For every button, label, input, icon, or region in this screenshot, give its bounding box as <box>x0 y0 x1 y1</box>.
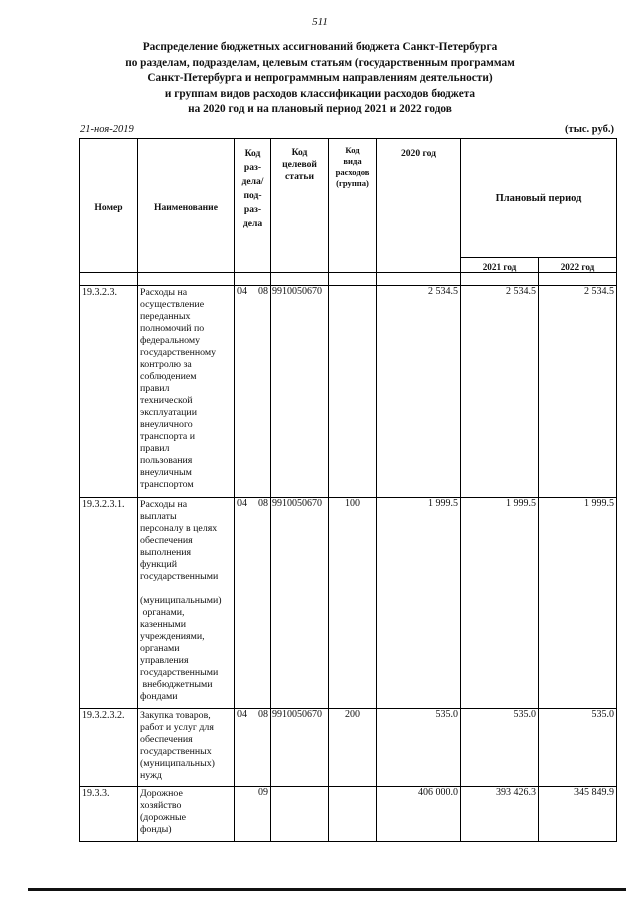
row-name-line: переданных <box>140 311 191 322</box>
row-name-line: работ и услуг для <box>140 722 214 733</box>
header-vid-line: (группа) <box>336 178 369 188</box>
header-razdel-line: раз- <box>243 162 262 173</box>
row-name-line: государственными <box>140 667 219 678</box>
header-razdel-line: дела/ <box>241 176 264 187</box>
row-name-line: управления <box>140 655 189 666</box>
row-name-line: выплаты <box>140 511 177 522</box>
row-number: 19.3.2.3. <box>80 286 138 498</box>
row-amount-2021: 1 999.5 <box>461 498 539 709</box>
header-planned-period: Плановый период <box>461 139 617 258</box>
row-amount-2022: 345 849.9 <box>539 787 617 842</box>
row-name-line: государственному <box>140 347 217 358</box>
row-name-line: (муниципальных) <box>140 758 215 769</box>
header-name: Наименование <box>138 139 235 273</box>
row-razdel: 04 <box>237 498 247 509</box>
header-razdel-line: под- <box>243 190 262 201</box>
row-name-line: (муниципальными) <box>140 595 222 606</box>
row-name-line: фонды) <box>140 824 172 835</box>
bottom-divider <box>28 888 626 891</box>
row-name-line: правил <box>140 383 170 394</box>
row-name-line: внебюджетными <box>140 679 213 690</box>
title-line: на 2020 год и на плановый период 2021 и 2022 годов <box>188 103 452 116</box>
units-label: (тыс. руб.) <box>565 124 614 135</box>
header-celevaya-line: Код <box>291 147 308 158</box>
header-vid <box>329 139 377 273</box>
row-name-line: пользования <box>140 455 193 466</box>
row-name-line: технической <box>140 395 193 406</box>
row-name-line: хозяйство <box>140 800 182 811</box>
row-name-line: соблюдением <box>140 371 197 382</box>
row-number: 19.3.2.3.1. <box>80 498 138 709</box>
row-name-line: полномочий по <box>140 323 205 334</box>
header-vid-line: вида <box>343 156 362 166</box>
row-amount-2020: 406 000.0 <box>377 787 461 842</box>
row-name-line: выполнения <box>140 547 192 558</box>
row-amount-2020: 535.0 <box>377 709 461 787</box>
row-name-line: учреждениями, <box>140 631 205 642</box>
row-name-line: обеспечения <box>140 535 193 546</box>
document-date: 21-ноя-2019 <box>80 124 134 135</box>
table-row <box>80 787 617 842</box>
row-name <box>138 709 235 787</box>
header-year-2022: 2022 год <box>539 258 617 273</box>
row-amount-2022: 2 534.5 <box>539 286 617 498</box>
header-celevaya <box>271 139 329 273</box>
row-number: 19.3.2.3.2. <box>80 709 138 787</box>
row-name-line: обеспечения <box>140 734 193 745</box>
row-podrazdel: 09 <box>258 787 268 798</box>
row-vid <box>329 286 377 498</box>
row-name-line: осуществление <box>140 299 205 310</box>
row-name-line: внеуличного <box>140 419 193 430</box>
title-line: и группам видов расходов классификации расходов бюджета <box>164 87 476 100</box>
row-name-line: контролю за <box>140 359 192 370</box>
row-name <box>138 286 235 498</box>
row-name-line: Закупка товаров, <box>140 710 211 721</box>
row-vid: 200 <box>329 709 377 787</box>
row-razdel-code <box>235 709 271 787</box>
title-line: по разделам, подразделам, целевым статьям (государственным программам <box>125 56 515 69</box>
row-razdel-code <box>235 787 271 842</box>
row-name-line: фондами <box>140 691 178 702</box>
header-celevaya-line: статьи <box>285 171 314 182</box>
row-name-line: эксплуатации <box>140 407 197 418</box>
header-celevaya-line: целевой <box>282 159 317 170</box>
row-number: 19.3.3. <box>80 787 138 842</box>
row-name-line: транспортом <box>140 479 194 490</box>
row-name-line: органами <box>140 643 180 654</box>
row-name <box>138 498 235 709</box>
header-razdel-line: дела <box>242 218 263 229</box>
document-title <box>40 40 600 118</box>
row-name <box>138 787 235 842</box>
row-razdel: 04 <box>237 709 247 720</box>
header-year-2020: 2020 год <box>377 139 461 273</box>
row-amount-2022: 535.0 <box>539 709 617 787</box>
row-name-line: (дорожные <box>140 812 187 823</box>
row-amount-2020: 1 999.5 <box>377 498 461 709</box>
row-name-line: Расходы на <box>140 287 188 298</box>
row-celevaya: 9910050670 <box>271 709 329 787</box>
row-name-line: правил <box>140 443 170 454</box>
row-amount-2020: 2 534.5 <box>377 286 461 498</box>
row-podrazdel: 08 <box>258 286 268 297</box>
page-number: 511 <box>312 16 328 28</box>
row-name-line: федеральному <box>140 335 201 346</box>
header-razdel-line: раз- <box>243 204 262 215</box>
title-line: Распределение бюджетных ассигнований бюджета Санкт-Петербурга <box>142 41 498 53</box>
row-amount-2021: 393 426.3 <box>461 787 539 842</box>
row-razdel: 04 <box>237 286 247 297</box>
header-vid-line: расходов <box>335 167 370 177</box>
budget-table <box>79 138 617 842</box>
row-podrazdel: 08 <box>258 498 268 509</box>
table-row <box>80 286 617 498</box>
row-celevaya <box>271 787 329 842</box>
row-vid <box>329 787 377 842</box>
row-name-line: нужд <box>140 770 162 781</box>
header-vid-line: Код <box>345 145 360 155</box>
header-year-2021: 2021 год <box>461 258 539 273</box>
row-name-line: транспорта и <box>140 431 196 442</box>
row-razdel-code <box>235 286 271 498</box>
row-name-line: функций <box>140 559 178 570</box>
row-name-line: государственными <box>140 571 219 582</box>
spacer-row <box>80 273 617 286</box>
row-vid: 100 <box>329 498 377 709</box>
row-podrazdel: 08 <box>258 709 268 720</box>
row-celevaya: 9910050670 <box>271 286 329 498</box>
row-name-line: государственных <box>140 746 212 757</box>
title-line: Санкт-Петербурга и непрограммным направлениям деятельности) <box>147 72 493 85</box>
row-name-line: Дорожное <box>140 788 183 799</box>
row-name-line: органами, <box>140 607 185 618</box>
row-name-line: персоналу в целях <box>140 523 218 534</box>
row-amount-2022: 1 999.5 <box>539 498 617 709</box>
row-razdel-code <box>235 498 271 709</box>
header-razdel <box>235 139 271 273</box>
header-number: Номер <box>80 139 138 273</box>
row-name-line: Расходы на <box>140 499 188 510</box>
row-name-line: внеуличным <box>140 467 192 478</box>
row-celevaya: 9910050670 <box>271 498 329 709</box>
row-name-line: казенными <box>140 619 187 630</box>
row-name-line <box>140 583 232 595</box>
row-amount-2021: 2 534.5 <box>461 286 539 498</box>
header-razdel-line: Код <box>244 148 261 159</box>
table-row <box>80 498 617 709</box>
row-amount-2021: 535.0 <box>461 709 539 787</box>
table-row <box>80 709 617 787</box>
